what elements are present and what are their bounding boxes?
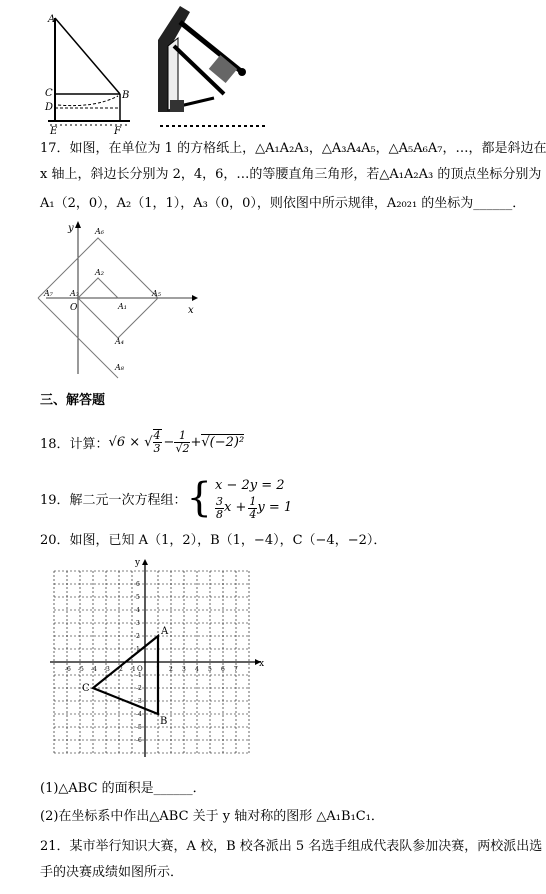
tick-label-x: 4 [195,666,199,673]
q17-label-a1: A₁ [118,302,127,311]
label-a: A [161,626,169,637]
q17-label-x: x [188,305,194,316]
y-axis-arrow [142,559,148,565]
tick-label-x: 5 [208,666,212,673]
label-c: C [82,683,90,694]
q18 [40,424,244,460]
q17-line3: A₁（2，0），A₂（1，1），A₃（0，0），则依图中所示规律，A₂₀₂₁ 的坐标为______． [40,196,526,211]
tick-label-y: 2 [136,633,140,640]
tick-label-y: -2 [136,685,142,692]
label-o: O [137,665,143,673]
tick-label-x: 3 [182,666,186,673]
q21-line2: 手的决赛成绩如图所示． [40,865,184,880]
tick-label-x: -4 [91,666,97,673]
tick-label-x: 7 [234,666,238,673]
label-x: x [259,659,265,669]
tick-label-y: -1 [136,672,142,679]
q17-label-y: y [68,223,74,234]
tick-label-x: 6 [221,666,225,673]
q18-prefix: 18．计算： [40,436,109,452]
top-figure-right-photo [150,2,275,137]
q17-label-a5: A₅ [152,289,161,298]
label-f: F [114,126,121,137]
q17-label-a8: A₈ [115,363,124,372]
q17-label-a6: A₆ [95,227,104,236]
label-b: B [160,716,168,727]
tick-label-x: -1 [130,666,136,673]
q17-label-a2: A₂ [95,268,104,277]
q20-part2: (2)在坐标系中作出△ABC 关于 y 轴对称的图形 △A₁B₁C₁． [40,809,384,824]
q17-line1: 17．如图，在单位为 1 的方格纸上，△A₁A₂A₃，△A₃A₄A₅，△A₅A₆A₇，…，都是斜边在 [40,141,546,156]
q19-eq1: x − 2y = 2 [215,477,285,493]
tick-label-y: -6 [136,737,142,744]
tick-label-y: 3 [136,620,140,627]
q20-grid-figure [38,558,263,768]
q20-part1: (1)△ABC 的面积是______． [40,781,206,796]
top-figure-left [40,8,140,138]
label-c: C [45,88,53,99]
q18-expression: √6 × √ $\frac{4}{3}$ − $\frac{1}{√2}$ + √(−2)² [108,428,245,455]
tick-label-y: 6 [136,581,140,588]
section-title: 三、解答题 [40,393,106,408]
tick-label-x: 1 [156,666,160,673]
q17-label-o: O [70,303,78,313]
tick-label-y: 1 [136,646,140,653]
q19-system [215,476,292,521]
q19-brace: { [186,475,212,521]
q17-figure [40,218,200,380]
q19-prefix: 19．解二元一次方程组： [40,492,187,508]
label-a: A [48,14,56,25]
label-e: E [50,126,58,137]
q17-label-a4: A₄ [115,337,124,346]
q17-label-a7: A₇ [44,289,53,298]
q20-text: 20．如图，已知 A（1，2），B（1，−4），C（−4，−2）． [40,533,387,548]
tick-label-y: 5 [136,594,140,601]
label-y: y [135,558,141,568]
q17-line2: x 轴上，斜边长分别为 2，4，6，…的等腰直角三角形，若△A₁A₂A₃ 的顶点坐标分别为 [40,167,542,182]
q19-eq2: $\frac{3}{8}$ x + $\frac{1}{4}$ y = 1 [216,494,293,521]
label-d: D [45,102,54,113]
tick-label-y: -3 [136,698,142,705]
q17-label-a3: A₃ [70,289,79,298]
tick-label-x: 2 [169,666,173,673]
tick-label-y: -4 [136,711,142,718]
q21-line1: 21．某市举行知识大赛，A 校，B 校各派出 5 名选手组成代表队参加决赛，两校派出选 [40,839,543,854]
tick-label-x: -5 [78,666,84,673]
q19 [40,470,292,526]
tick-label-x: -3 [104,666,110,673]
tick-label-y: 4 [136,607,140,614]
tick-label-y: -5 [136,724,142,731]
tick-label-x: -2 [117,666,123,673]
label-b: B [122,90,130,101]
tick-label-x: -6 [65,666,71,673]
